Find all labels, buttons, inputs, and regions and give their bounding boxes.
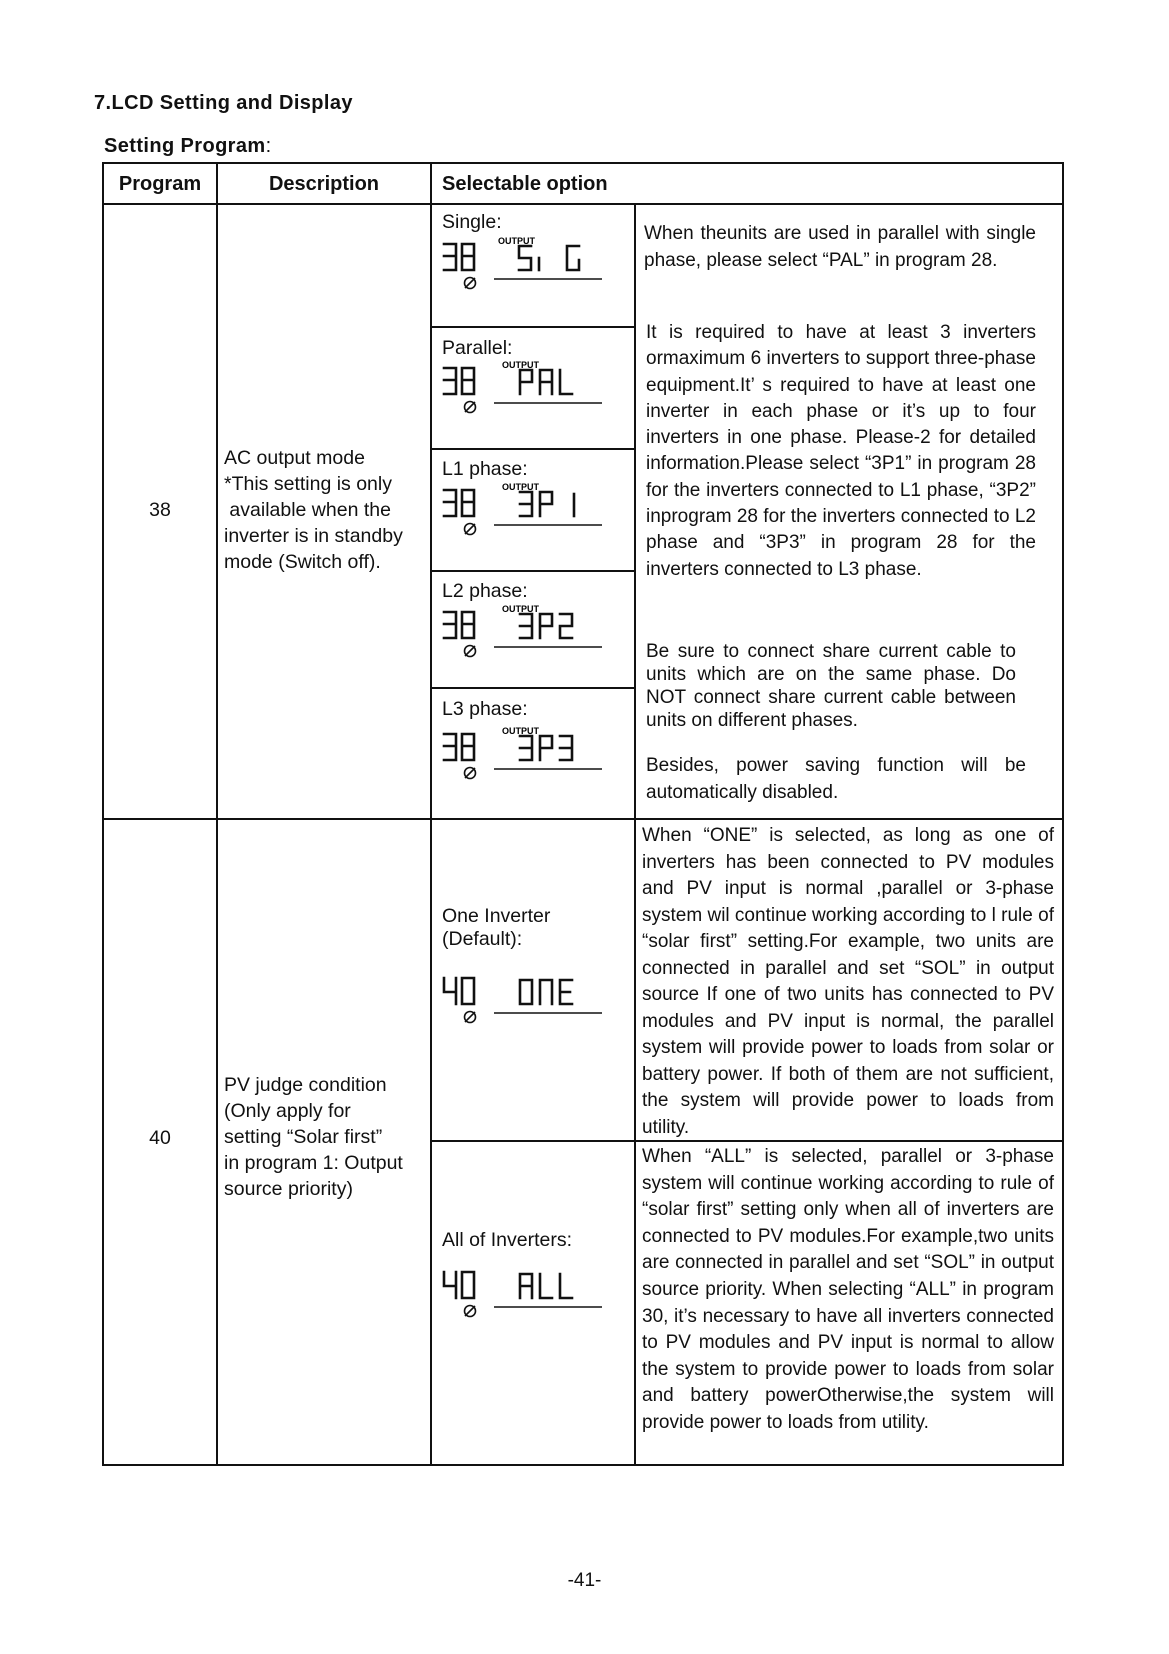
program-number: 38 bbox=[149, 499, 171, 521]
lcd-icon bbox=[440, 966, 610, 1030]
lcd-icon bbox=[440, 1260, 610, 1324]
col-divider-2 bbox=[430, 164, 432, 1464]
lcd-display-3p2 bbox=[440, 600, 610, 664]
sub-title-colon: : bbox=[265, 135, 272, 157]
option-label: L2 phase: bbox=[442, 580, 528, 602]
header-description: Description bbox=[268, 173, 380, 195]
row-divider-38-40 bbox=[104, 818, 1062, 820]
sub-title bbox=[104, 135, 272, 158]
description-line: mode (Switch off). bbox=[224, 551, 381, 573]
header-selectable-option: Selectable option bbox=[442, 173, 608, 195]
option-label: L1 phase: bbox=[442, 458, 528, 480]
lcd-icon bbox=[440, 478, 610, 542]
lcd-display-3p3 bbox=[440, 722, 610, 786]
lcd-display-one bbox=[440, 966, 610, 1030]
note-paragraph: Be sure to connect share current cable to units which are on the same phase. Do NOT connect share current cable between units on different phases. bbox=[646, 641, 1016, 731]
opt-divider bbox=[430, 570, 636, 572]
note-paragraph: It is required to have at least 3 inverters ormaximum 6 inverters to support three-phase equipment.It’ s required to have at least one inverter in each phase or it’s up to four inverters in one phase. Please-2 for detailed information.Please select “3P1” in program 28 for the inverters connected to L1 phase, “3P2” inprogram 28 for the inverters connected to L2 phase and “3P3” in program 28 for the inverters connected to L3 phase. bbox=[646, 322, 1036, 580]
description-line: setting “Solar first” bbox=[224, 1126, 383, 1148]
program-number: 40 bbox=[149, 1127, 171, 1149]
description-text bbox=[224, 445, 430, 575]
col-divider-3 bbox=[634, 203, 636, 1464]
lcd-output-tag: OUTPUT bbox=[502, 482, 539, 492]
description-line: (Only apply for bbox=[224, 1100, 351, 1122]
description-text bbox=[224, 1072, 430, 1202]
description-line: *This setting is only bbox=[224, 473, 392, 495]
description-line: available when the bbox=[224, 499, 391, 521]
col-divider-1 bbox=[216, 164, 218, 1464]
page-number: -41- bbox=[567, 1570, 602, 1591]
opt-divider bbox=[430, 326, 636, 328]
settings-table bbox=[102, 162, 1064, 1466]
note-paragraph: When “ONE” is selected, as long as one of inverters has been connected to PV modules and PV input is normal ,parallel or 3-phase system wil continue working according to l rule of “solar first” setting.For example, two units are connected in parallel and set “SOL” in output source If one of two units has connected to PV modules and PV input is normal, the parallel system will provide power to loads from solar or battery power. If both of them are not sufficient, the system will provide power to loads from utility. bbox=[642, 825, 1054, 1138]
lcd-display-3p1 bbox=[440, 478, 610, 542]
lcd-icon bbox=[440, 356, 610, 420]
opt-divider bbox=[430, 687, 636, 689]
option-label: All of Inverters: bbox=[442, 1229, 573, 1251]
description-line: source priority) bbox=[224, 1178, 353, 1200]
lcd-icon bbox=[440, 722, 610, 786]
header-divider bbox=[104, 203, 1062, 205]
lcd-output-tag: OUTPUT bbox=[502, 360, 539, 370]
lcd-display-all bbox=[440, 1260, 610, 1324]
sub-title-text: Setting Program bbox=[104, 135, 266, 157]
lcd-output-tag: OUTPUT bbox=[502, 604, 539, 614]
option-label: L3 phase: bbox=[442, 698, 528, 720]
section-title: 7.LCD Setting and Display bbox=[94, 92, 353, 114]
description-line: inverter is in standby bbox=[224, 525, 403, 547]
lcd-icon bbox=[440, 600, 610, 664]
note-paragraph: When theunits are used in parallel with single phase, please select “PAL” in program 28. bbox=[644, 223, 1036, 271]
description-line: in program 1: Output bbox=[224, 1152, 403, 1174]
note-paragraph: Besides, power saving function will be automatically disabled. bbox=[646, 755, 1026, 803]
description-line: PV judge condition bbox=[224, 1074, 387, 1096]
lcd-display-pal bbox=[440, 356, 610, 420]
option-label: Single: bbox=[442, 211, 502, 233]
lcd-output-tag: OUTPUT bbox=[502, 726, 539, 736]
header-program: Program bbox=[118, 173, 202, 195]
note-paragraph: When “ALL” is selected, parallel or 3-phase system will continue working according to rule of “solar first” setting only when all of inverters are connected to PV modules.For example,two units are connected in parallel and set “SOL” in output source priority. When selecting “ALL” in program 30, it’s necessary to have all inverters connected to PV modules and PV input is normal to allow the system to provide power to loads from solar and battery powerOtherwise,the system will provide power to loads from utility. bbox=[642, 1146, 1054, 1433]
option-label: Parallel: bbox=[442, 337, 513, 359]
opt-divider bbox=[430, 448, 636, 450]
lcd-output-tag: OUTPUT bbox=[498, 236, 535, 246]
lcd-icon bbox=[440, 232, 610, 296]
lcd-display-sig bbox=[440, 232, 610, 296]
description-line: AC output mode bbox=[224, 447, 365, 469]
option-label: One Inverter (Default): bbox=[442, 905, 551, 950]
